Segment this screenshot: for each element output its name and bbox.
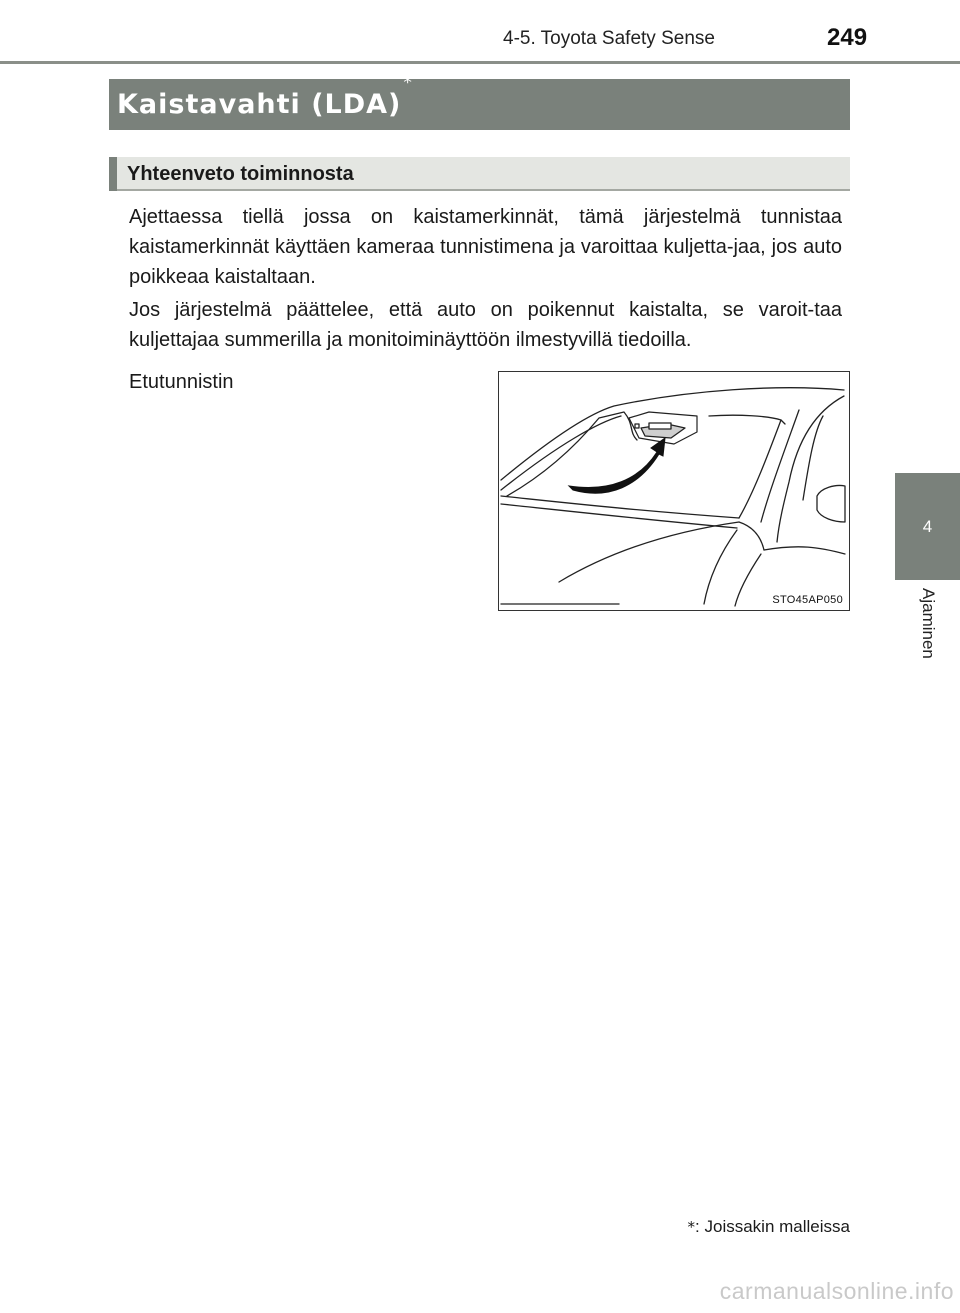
windshield-illustration: [499, 372, 848, 609]
chapter-label: Ajaminen: [919, 588, 938, 659]
page-title: Kaistavahti (LDA): [117, 89, 402, 120]
page-number: 249: [827, 24, 868, 51]
figure-label: Etutunnistin: [129, 371, 234, 393]
figure-code: STO45AP050: [772, 594, 843, 606]
subheading-bar: [109, 157, 850, 191]
footnote: [688, 1217, 850, 1237]
header-section-title: 4-5. Toyota Safety Sense: [503, 28, 715, 49]
watermark: carmanualsonline.info: [719, 1278, 954, 1304]
subheading: Yhteenveto toiminnosta: [127, 163, 354, 185]
title-bar: [109, 73, 850, 130]
header-divider: [0, 61, 960, 64]
chapter-number: 4: [922, 517, 933, 536]
paragraph-overview: Ajettaessa tiellä jossa on kaistamerkinnät, tämä järjestelmä tunnistaa kaistamerkinnät käyttäen kameraa tunnistimena ja varoittaa kuljetta-jaa, jos auto poikkeaa kaistaltaan.: [129, 206, 842, 288]
chapter-label-container: [916, 588, 940, 678]
paragraph-warning: Jos järjestelmä päättelee, että auto on poikennut kaistalta, se varoit-taa kuljettajaa summerilla ja monitoiminäyttöön ilmestyvillä tiedoilla.: [129, 299, 842, 351]
footnote-text: : Joissakin malleissa: [695, 1217, 850, 1236]
figure-windshield-sensor: [498, 371, 850, 611]
pointer-arrow-icon: [569, 438, 665, 493]
subheading-accent: [109, 157, 117, 191]
footnote-mark: *: [687, 1218, 696, 1236]
title-footnote-mark: *: [403, 73, 412, 93]
chapter-tab: [895, 473, 960, 580]
